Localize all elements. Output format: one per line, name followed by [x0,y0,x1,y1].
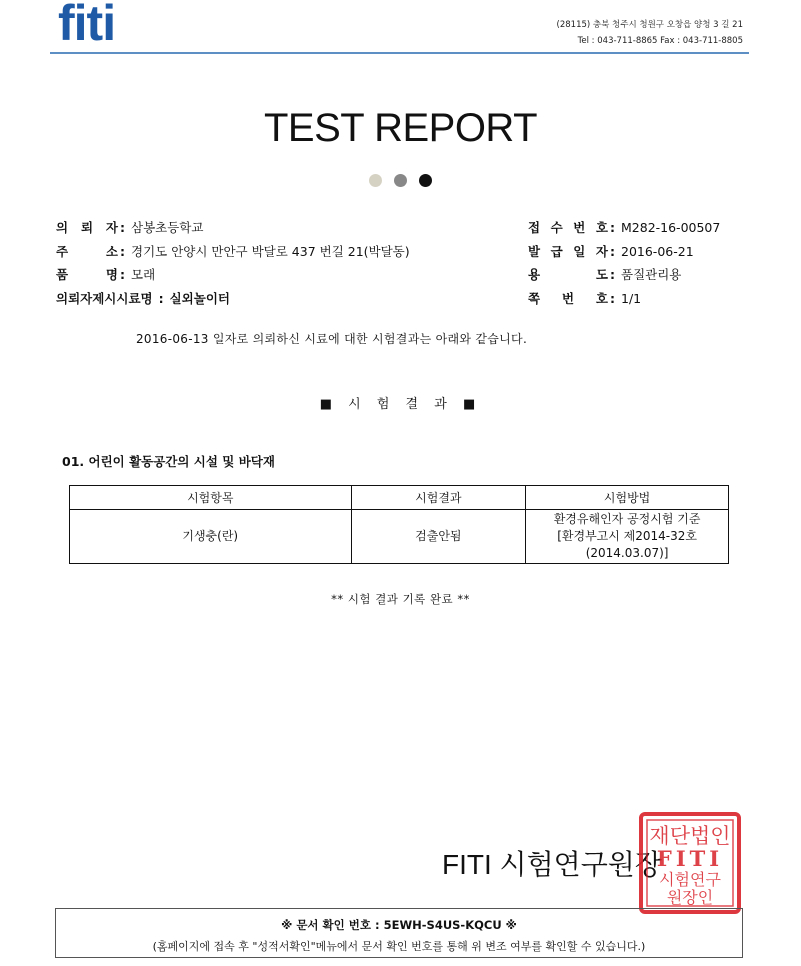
label-product: 품 명 [56,267,118,282]
client-info [56,220,410,314]
info-row-client: 의 뢰 자 : 삼봉초등학교 [56,220,410,244]
fiti-logo [56,0,186,46]
results-heading: ■ 시 험 결 과 ■ [319,397,482,412]
label-issue-date: 발 급 일 자 [528,243,608,259]
report-title: TEST REPORT [263,106,538,150]
value-sample: 실외놀이터 [169,290,230,306]
results-table [69,485,729,564]
cell-result: 검출안됨 [351,510,526,564]
value-issue-date: 2016-06-21 [621,243,694,259]
col-header-item: 시험항목 [70,486,352,510]
verification-number: ※ 문서 확인 번호 : 5EWH-S4US-KQCU ※ [281,918,517,932]
dot-1 [369,174,382,187]
label-sample: 의뢰자제시시료명 [56,290,153,306]
label-purpose: 용 도 [528,267,608,282]
label-receipt-no: 접 수 번 호 [528,220,608,235]
info-row-address: 주 소 : 경기도 안양시 만안구 박달로 437 번길 21(박달동) [56,244,410,268]
verification-instructions: (홈페이지에 접속 후 "성적서확인"메뉴에서 문서 확인 번호를 통해 위 변조 여부를 확인할 수 있습니다.) [152,940,646,953]
title-dots [369,174,439,188]
info-row-issue-date: 발 급 일 자 : 2016-06-21 [528,244,720,268]
value-page-no: 1/1 [621,290,642,306]
info-row-purpose: 용 도 : 품질관리용 [528,267,720,291]
dot-3 [419,174,432,187]
info-row-receipt-no: 접 수 번 호 : M282-16-00507 [528,220,720,244]
cell-item: 기생충(란) [70,510,352,564]
value-product: 모래 [131,267,156,282]
label-client: 의 뢰 자 [56,220,118,235]
method-line-2: [환경부고시 제2014-32호 [557,529,697,543]
header-address: (28115) 충북 청주시 청원구 오창읍 양청 3 길 21 [556,20,743,30]
table-header-row [70,486,729,510]
header-divider [50,52,749,54]
info-row-sample: 의뢰자제시시료명 : 실외놀이터 [56,291,410,315]
svg-text:fiti: fiti [58,0,116,46]
result-notice: 2016-06-13 일자로 의뢰하신 시료에 대한 시험결과는 아래와 같습니다. [136,332,528,346]
value-receipt-no: M282-16-00507 [621,220,721,235]
info-row-page-no: 쪽 번 호 : 1/1 [528,291,720,315]
svg-text:시험연구: 시험연구 [659,870,721,889]
document-verification-box [55,908,743,958]
director-signature: FITI 시험연구원장 [442,849,662,880]
svg-text:원장인: 원장인 [666,888,714,907]
value-client: 삼봉초등학교 [131,220,204,235]
header-phone-fax: Tel : 043-711-8865 Fax : 043-711-8805 [577,36,743,46]
label-page-no: 쪽 번 호 [528,290,608,306]
info-row-product: 품 명 : 모래 [56,267,410,291]
cell-method [526,510,729,564]
svg-text:FITI: FITI [656,846,724,871]
completion-note: ** 시험 결과 기록 완료 ** [331,592,470,606]
header-contact [557,17,743,49]
table-row [70,510,729,564]
value-purpose: 품질관리용 [621,267,682,282]
svg-text:재단법인: 재단법인 [649,824,731,848]
method-line-3: (2014.03.07)] [585,546,669,560]
dot-2 [394,174,407,187]
section-title: 01. 어린이 활동공간의 시설 및 바닥재 [62,454,275,469]
value-address: 경기도 안양시 만안구 박달로 437 번길 21(박달동) [131,243,410,259]
col-header-result: 시험결과 [351,486,526,510]
method-line-1: 환경유해인자 공정시험 기준 [553,512,701,526]
official-seal-stamp [638,811,742,915]
col-header-method: 시험방법 [526,486,729,510]
receipt-info [528,220,720,314]
label-address: 주 소 [56,243,118,259]
